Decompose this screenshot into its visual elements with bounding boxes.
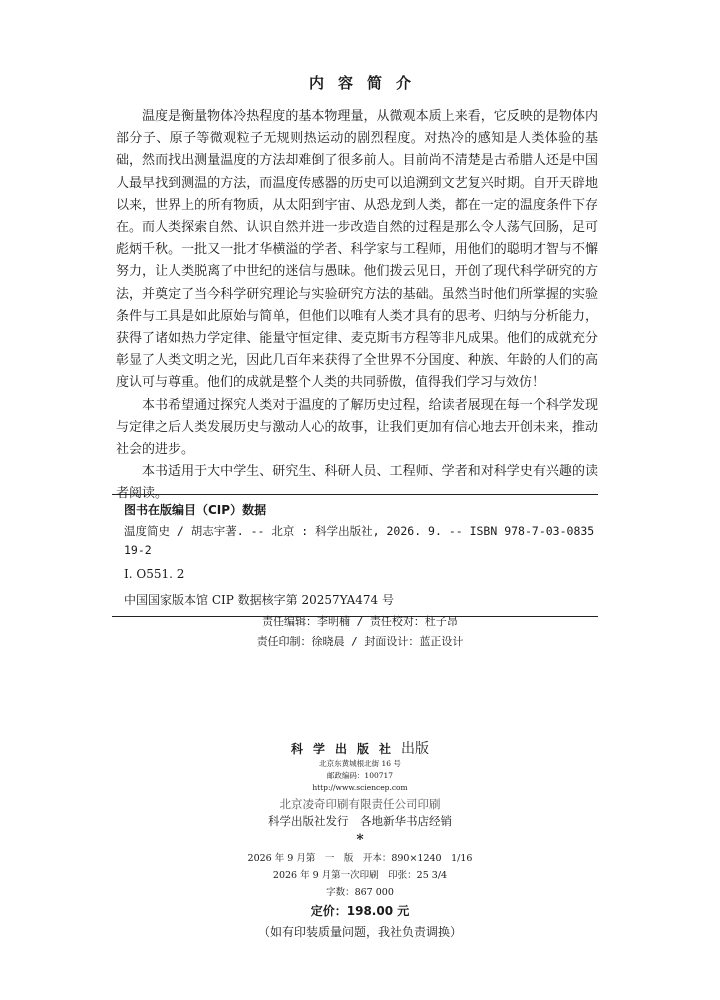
page-title: 内容简介 <box>308 74 425 92</box>
publisher-postcode: 邮政编码：100717 <box>326 771 394 780</box>
edition-line: 2026 年 9 月第 一 版 开本：890×1240 1/16 <box>247 853 473 864</box>
cip-data-block <box>112 494 598 617</box>
publisher-website: http://www.sciencep.com <box>312 783 408 792</box>
cip-classification: Ⅰ. O551. 2 <box>124 567 185 581</box>
intro-paragraph: 温度是衡量物体冷热程度的基本物理量，从微观本质上来看，它反映的是物体内部分子、原子等微观粒子无规则热运动的剧烈程度。对热冷的感知是人类体验的基础，然而找出测量温度的方法却难倒了很多前人。目前尚不清楚是古希腊人还是中国人最早找到测温的方法，而温度传感器的历史可以追溯到文艺复兴时期。自开天辟地以来，世界上的所有物质，从太阳到宇宙、从恐龙到人类，都在一定的温度条件下存在。而人类探索自然、认识自然并进一步改造自然的过程是那么令人荡气回肠，足可彪炳千秋。一批又一批才华横溢的学者、科学家与工程师，用他们的聪明才智与不懈努力，让人类脱离了中世纪的迷信与愚昧。他们拨云见日，开创了现代科学研究的方法，并奠定了当今科学研究理论与实验研究方法的基础。虽然当时他们所掌握的实验条件与工具是如此原始与简单，但他们以唯有人类才具有的思考、归纳与分析能力，获得了诸如热力学定律、能量守恒定律、麦克斯韦方程等非凡成果。他们的成就充分彰显了人类文明之光，因此几百年来获得了全世界不分国度、种族、年龄的人们的高度认可与尊重。他们的成就是整个人类的共同骄傲，值得我们学习与效仿！ <box>116 109 598 391</box>
publisher-suffix: 出版 <box>401 741 429 757</box>
editors-line: 责任编辑：李明楠 / 责任校对：杜子昂 <box>262 615 458 628</box>
intro-paragraph: 本书适用于大中学生、研究生、科研人员、工程师、学者和对科学史有兴趣的读者阅读。 <box>116 464 598 502</box>
cip-record: 温度简史 / 胡志宇著. -- 北京 : 科学出版社, 2026. 9. -- ISBN 978-7-03-083519-2 <box>124 524 595 557</box>
book-introduction <box>116 106 598 506</box>
publisher-address: 北京东黄城根北街 16 号 <box>319 759 401 768</box>
editors-line: 责任印制：徐晓晨 / 封面设计：蓝正设计 <box>256 635 464 648</box>
distribution-line: 科学出版社发行 各地新华书店经销 <box>268 814 452 828</box>
quality-notice: （如有印装质量问题，我社负责调换） <box>257 925 462 939</box>
responsible-editors <box>0 612 720 652</box>
separator-asterisk: * <box>356 832 364 848</box>
cip-title: 图书在版编目（CIP）数据 <box>124 503 267 517</box>
printer-line: 北京凌奇印刷有限责任公司印刷 <box>279 797 441 811</box>
word-count: 字数：867 000 <box>326 887 394 898</box>
price: 定价：198.00 元 <box>310 904 410 918</box>
cip-top-rule <box>112 494 598 495</box>
colophon <box>0 740 720 943</box>
intro-paragraph: 本书希望通过探究人类对于温度的了解历史过程，给读者展现在每一个科学发现与定律之后人类发展历史与激动人心的故事，让我们更加有信心地去开创未来，推动社会的进步。 <box>116 397 598 458</box>
publisher-name: 科学出版社 <box>290 742 401 756</box>
publisher-line <box>0 740 720 758</box>
printing-line: 2026 年 9 月第一次印刷 印张：25 3/4 <box>272 870 448 881</box>
cip-approval-number: 中国国家版本馆 CIP 数据核字第 20257YA474 号 <box>124 593 394 607</box>
